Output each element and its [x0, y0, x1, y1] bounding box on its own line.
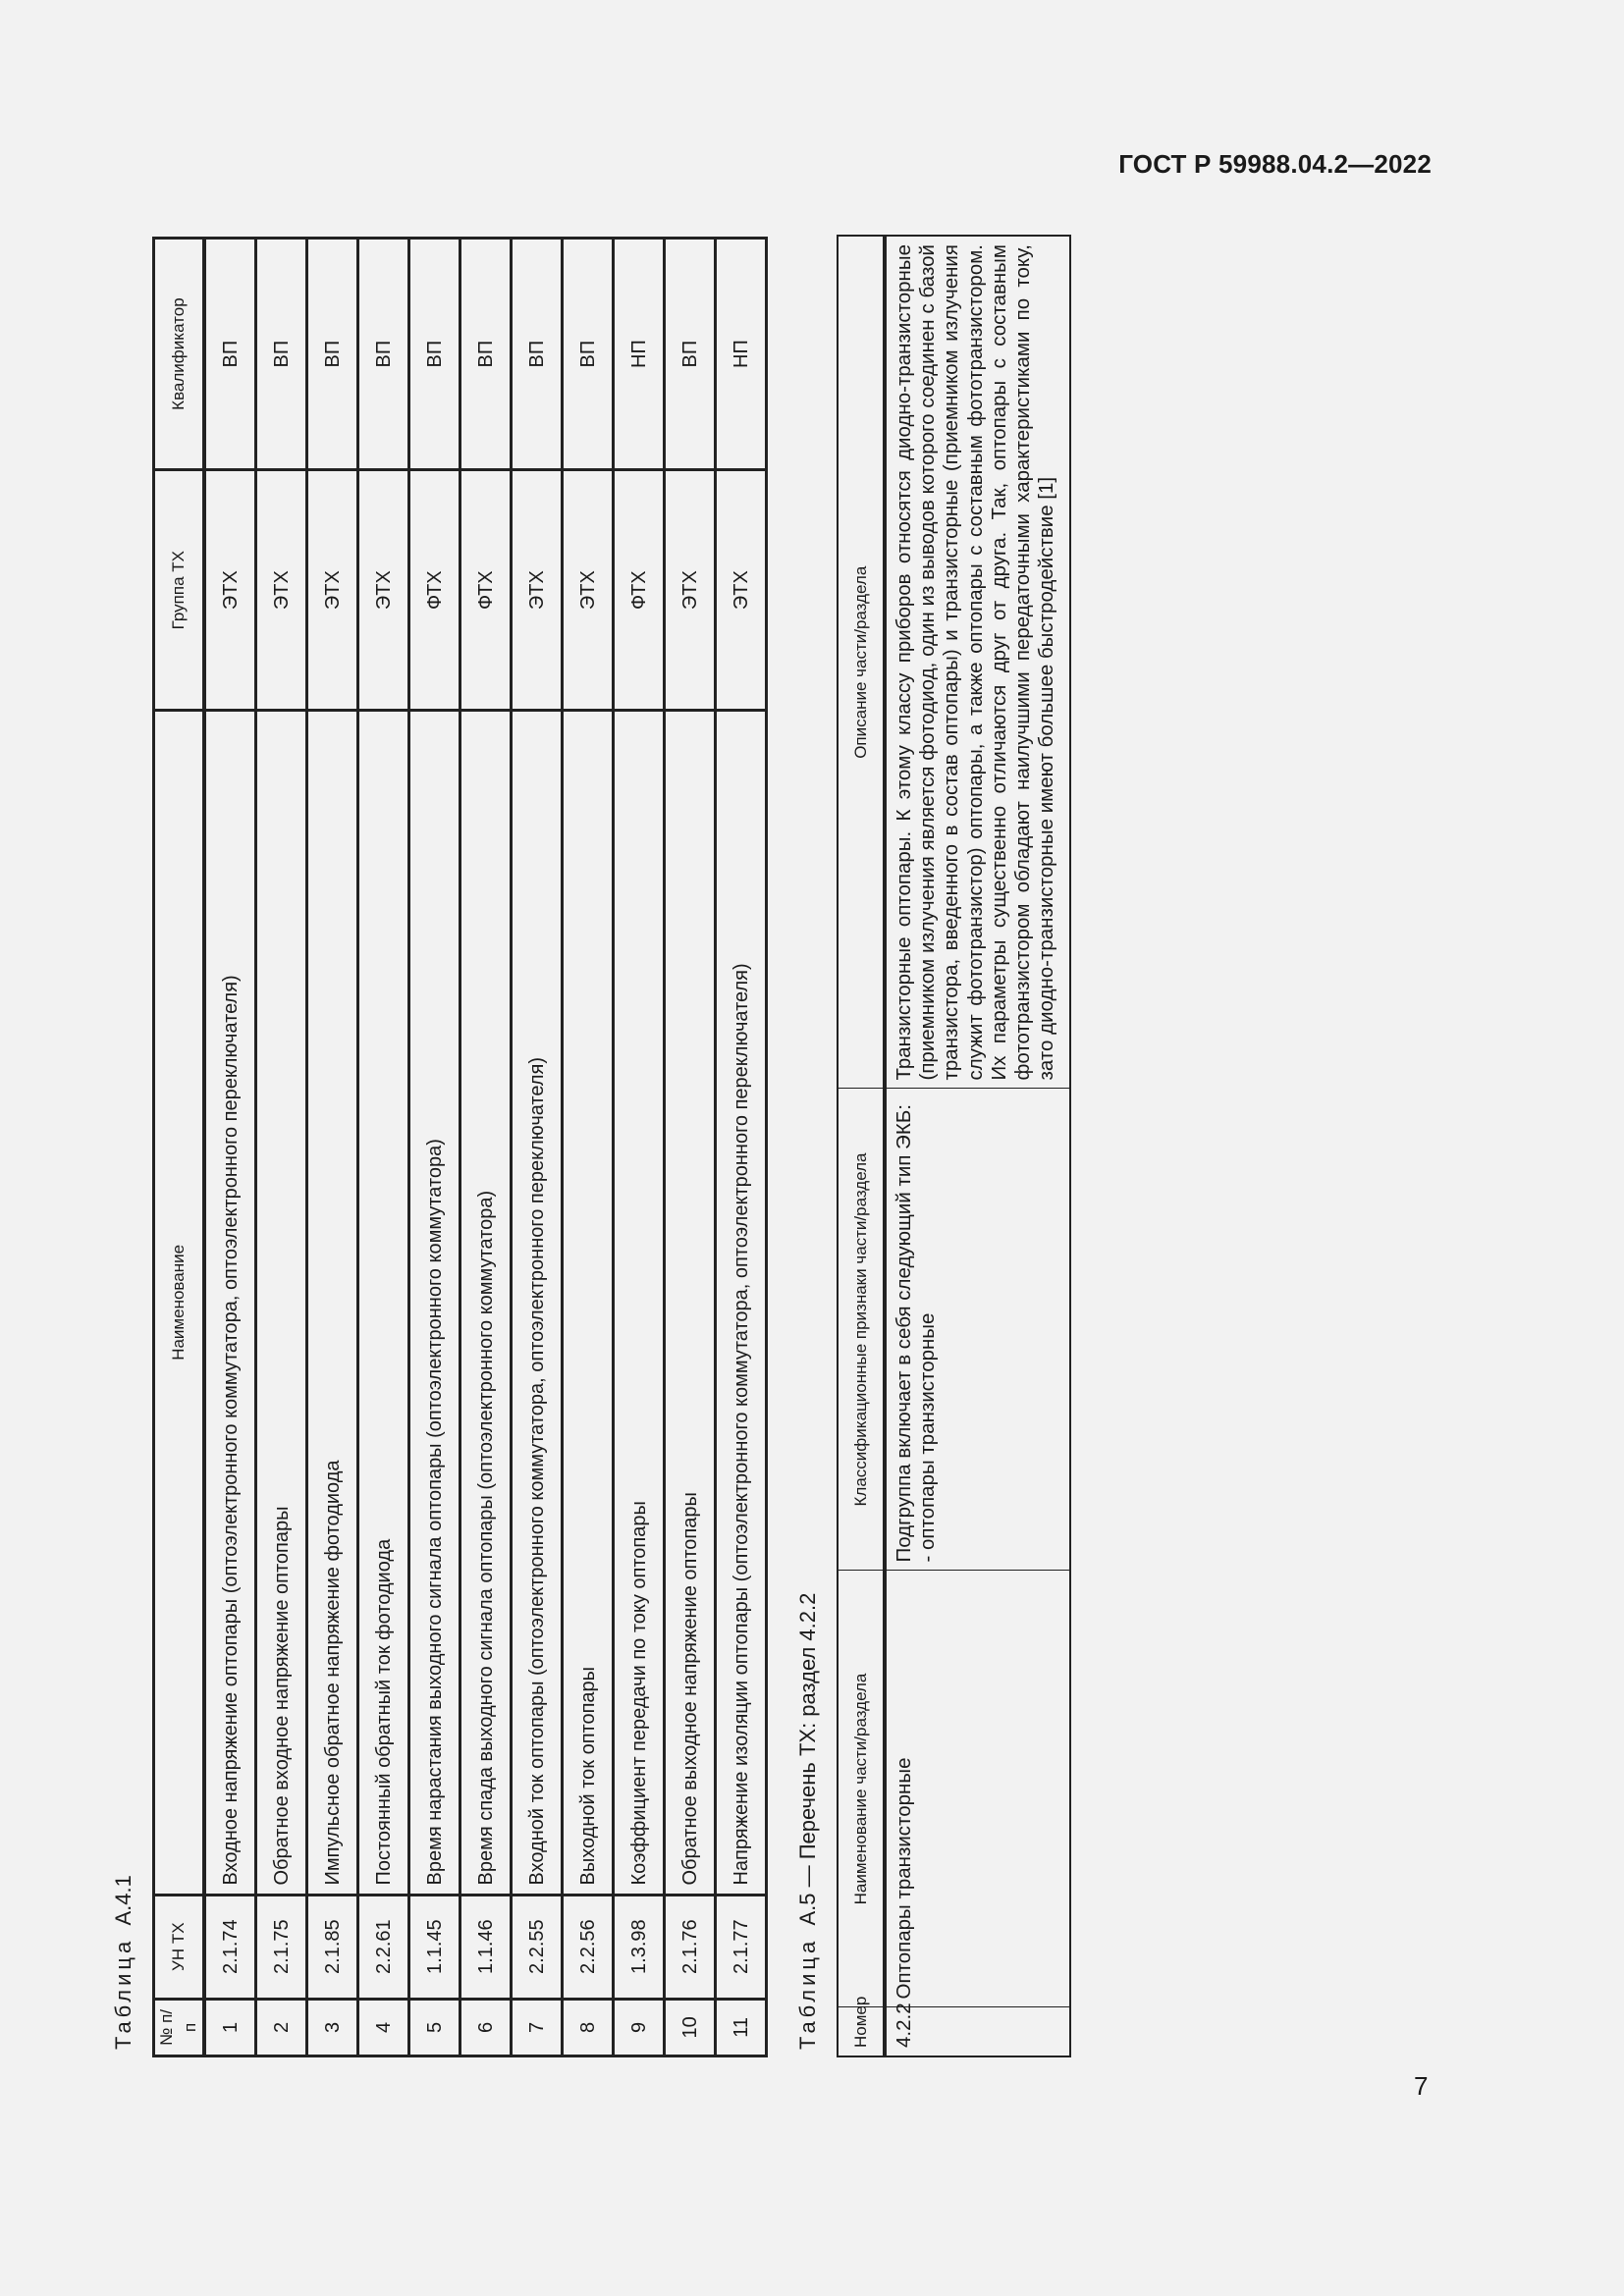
row-number: 5 [409, 1999, 460, 2056]
row-code: 1.3.98 [614, 1895, 665, 1999]
row-group: ЭТХ [665, 470, 716, 711]
row-qualifier: ВП [204, 239, 256, 470]
header-cell: Наименование части/раздела [838, 1571, 885, 2007]
row-name: Обратное входное напряжение оптопары [256, 711, 307, 1895]
table-a41 [152, 237, 768, 2057]
table-a5-caption-prefix: Таблица [795, 1937, 820, 2050]
table-a41-caption [109, 222, 152, 2057]
table-a41-caption-prefix: Таблица [111, 1937, 135, 2050]
row-group: ЭТХ [358, 470, 409, 711]
header-cell: Описание части/раздела [838, 236, 885, 1089]
row-code: 2.2.61 [358, 1895, 409, 1999]
row-name: Импульсное обратное напряжение фотодиода [307, 711, 358, 1895]
row-group: ЭТХ [256, 470, 307, 711]
row-code: 2.1.76 [665, 1895, 716, 1999]
row-number: 9 [614, 1999, 665, 2056]
table-row [358, 239, 409, 2056]
table-a41-block [109, 222, 768, 2057]
header-cell: Наименование [154, 711, 205, 1895]
row-qualifier: ВП [358, 239, 409, 470]
features-line: - оптопары транзисторные [916, 1312, 940, 1563]
row-name: Постоянный обратный ток фотодиода [358, 711, 409, 1895]
row-name: Коэффициент передачи по току оптопары [614, 711, 665, 1895]
row-qualifier: ВП [307, 239, 358, 470]
row-qualifier: ВП [460, 239, 512, 470]
row-code: 2.1.85 [307, 1895, 358, 1999]
table-row [409, 239, 460, 2056]
header-cell: Номер [838, 2007, 885, 2056]
table-row [460, 239, 512, 2056]
row-qualifier: ВП [256, 239, 307, 470]
row-name: Входное напряжение оптопары (оптоэлектронного коммутатора, оптоэлектронного переключателя) [204, 711, 256, 1895]
row-qualifier: ВП [512, 239, 563, 470]
table-row [563, 239, 614, 2056]
row-qualifier: НП [716, 239, 767, 470]
row-code: 2.1.77 [716, 1895, 767, 1999]
row-code: 1.1.46 [460, 1895, 512, 1999]
row-name: Напряжение изоляции оптопары (оптоэлектронного коммутатора, оптоэлектронного переключателя) [716, 711, 767, 1895]
table-a5-caption [793, 222, 837, 2057]
row-code: 2.1.75 [256, 1895, 307, 1999]
table-row [614, 239, 665, 2056]
row-group: ЭТХ [563, 470, 614, 711]
table-row [885, 236, 1070, 2056]
table-row [204, 239, 256, 2056]
row-name: Время нарастания выходного сигнала оптопары (оптоэлектронного коммутатора) [409, 711, 460, 1895]
row-number: 7 [512, 1999, 563, 2056]
row-group: ФТХ [614, 470, 665, 711]
row-code: 2.2.56 [563, 1895, 614, 1999]
table-row [716, 239, 767, 2056]
row-number: 3 [307, 1999, 358, 2056]
page-number: 7 [1414, 2071, 1429, 2101]
table-a5-caption-rest: А.5 — Перечень ТХ: раздел 4.2.2 [795, 1592, 820, 1926]
row-number: 8 [563, 1999, 614, 2056]
section-name: Оптопары транзисторные [885, 1571, 1070, 2007]
row-group: ЭТХ [204, 470, 256, 711]
row-qualifier: НП [614, 239, 665, 470]
row-number: 4 [358, 1999, 409, 2056]
document-code: ГОСТ Р 59988.04.2—2022 [1118, 149, 1432, 179]
row-group: ЭТХ [512, 470, 563, 711]
header-cell: УН ТХ [154, 1895, 205, 1999]
section-description: Транзисторные оптопары. К этому классу приборов относятся диодно-транзисторные (приемником излучения является фотодиод, один из выводов которого соединен с базой транзистора, введенного в состав оптопары) и транзисторные (приемником излучения служит фототранзистор) оптопары, а также оптопары с составным фототранзистором. Их параметры существенно отличаются друг от друга. Так, оптопары с составным фототранзистором обладают наилучшими передаточными характеристиками по току, зато диодно-транзисторные имеют большее быстродействие [1] [885, 236, 1070, 1089]
table-a5-header-row [838, 236, 885, 2056]
row-number: 6 [460, 1999, 512, 2056]
row-qualifier: ВП [563, 239, 614, 470]
row-code: 1.1.45 [409, 1895, 460, 1999]
table-row [512, 239, 563, 2056]
row-code: 2.2.55 [512, 1895, 563, 1999]
header-cell: № п/п [154, 1999, 205, 2056]
table-a5 [837, 235, 1071, 2057]
features-line: Подгруппа включает в себя следующий тип ЭКБ: [893, 1104, 915, 1563]
row-qualifier: ВП [665, 239, 716, 470]
row-qualifier: ВП [409, 239, 460, 470]
row-number: 10 [665, 1999, 716, 2056]
row-number: 2 [256, 1999, 307, 2056]
table-row [256, 239, 307, 2056]
table-row [665, 239, 716, 2056]
row-group: ЭТХ [716, 470, 767, 711]
row-name: Обратное выходное напряжение оптопары [665, 711, 716, 1895]
section-features [885, 1089, 1070, 1571]
table-row [307, 239, 358, 2056]
row-number: 1 [204, 1999, 256, 2056]
row-group: ФТХ [409, 470, 460, 711]
table-a41-header-row [154, 239, 205, 2056]
row-group: ЭТХ [307, 470, 358, 711]
row-group: ФТХ [460, 470, 512, 711]
header-cell: Классификационные признаки части/раздела [838, 1089, 885, 1571]
row-number: 11 [716, 1999, 767, 2056]
header-cell: Квалификатор [154, 239, 205, 470]
section-number: 4.2.2 [885, 2007, 1070, 2056]
row-name: Время спада выходного сигнала оптопары (оптоэлектронного коммутатора) [460, 711, 512, 1895]
table-a41-caption-number: А.4.1 [111, 1875, 135, 1926]
row-code: 2.1.74 [204, 1895, 256, 1999]
header-cell: Группа ТХ [154, 470, 205, 711]
table-a5-block [793, 222, 1071, 2057]
row-name: Выходной ток оптопары [563, 711, 614, 1895]
row-name: Входной ток оптопары (оптоэлектронного коммутатора, оптоэлектронного переключателя) [512, 711, 563, 1895]
